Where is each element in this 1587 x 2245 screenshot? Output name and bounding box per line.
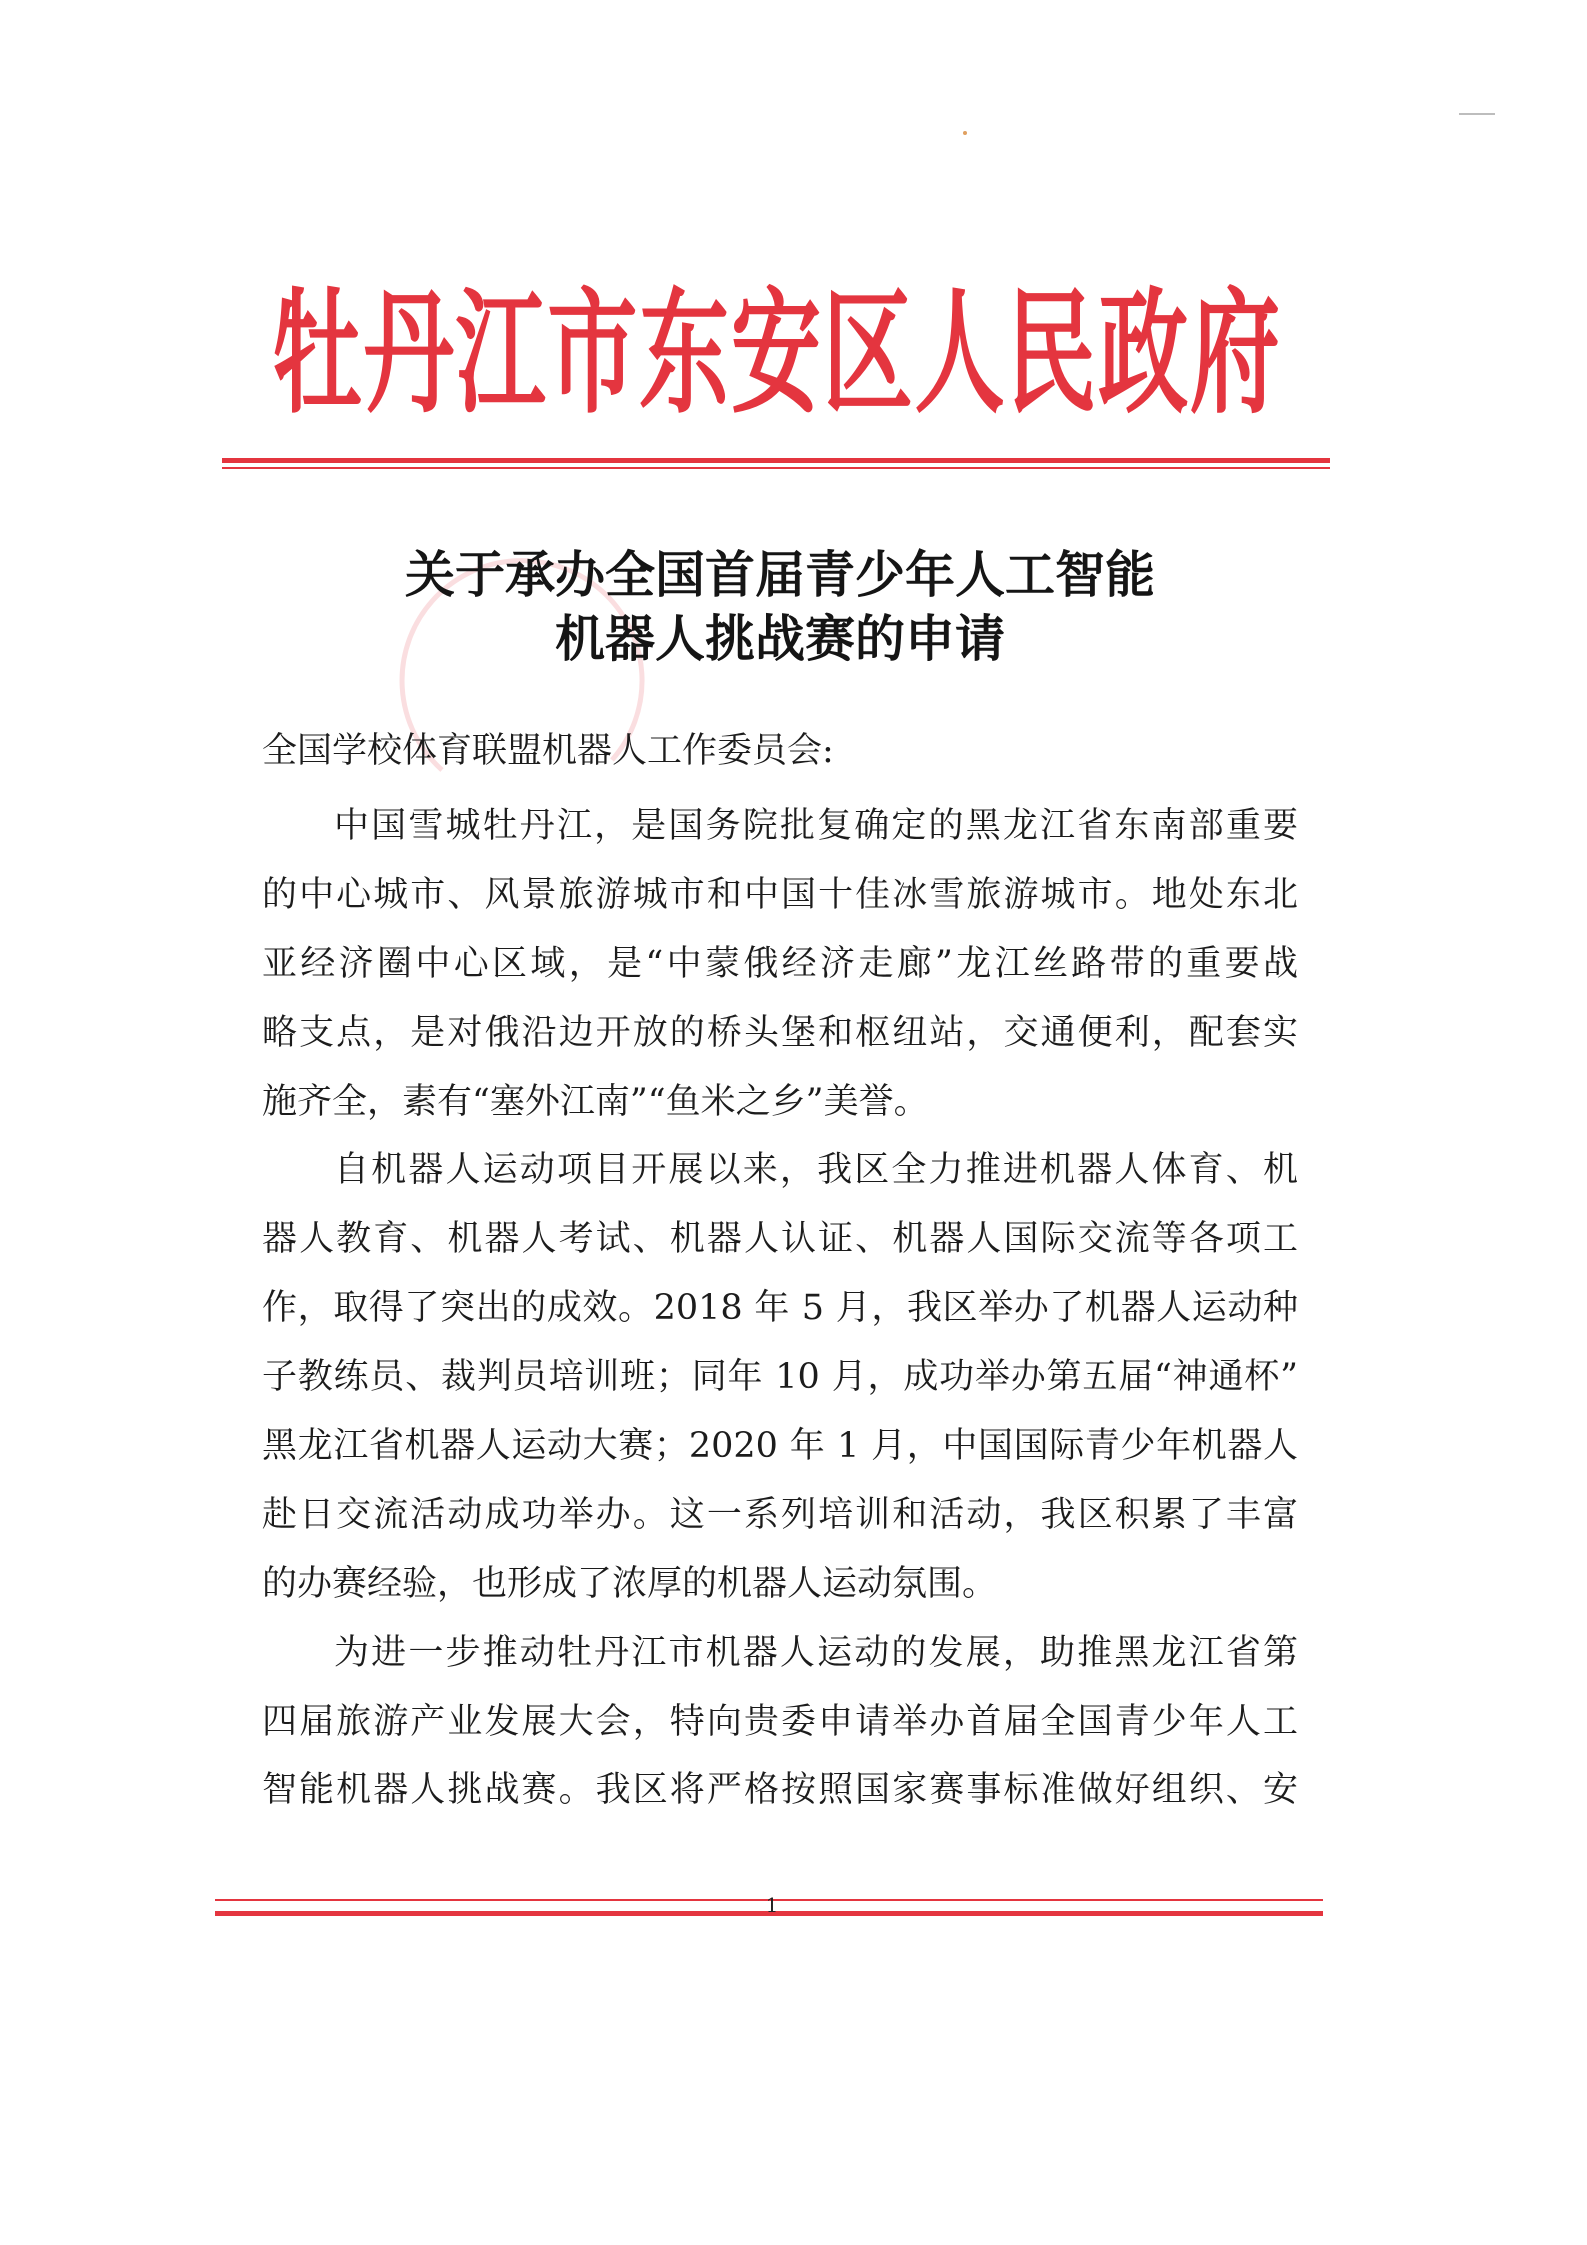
document-body: [262, 792, 1298, 1825]
body-line: 自机器人运动项目开展以来，我区全力推进机器人体育、机: [334, 1150, 1298, 1191]
paragraph-2: [262, 1136, 1298, 1618]
scan-mark: [1459, 113, 1495, 115]
body-line: 智能机器人挑战赛。我区将严格按照国家赛事标准做好组织、安: [262, 1770, 1298, 1811]
letterhead-rule-thin: [222, 467, 1330, 469]
letterhead-issuer: 牡丹江市东安区人民政府: [272, 274, 1280, 433]
body-line: 作，取得了突出的成效。2018 年 5 月，我区举办了机器人运动种: [262, 1288, 1298, 1329]
body-line: 子教练员、裁判员培训班；同年 10 月，成功举办第五届“神通杯”: [262, 1357, 1298, 1398]
body-line: 的办赛经验，也形成了浓厚的机器人运动氛围。: [262, 1563, 998, 1604]
body-line: 赴日交流活动成功举办。这一系列培训和活动，我区积累了丰富: [262, 1494, 1298, 1535]
document-title-line-1: 关于承办全国首届青少年人工智能: [405, 545, 1155, 604]
document-title-line-2: 机器人挑战赛的申请: [555, 609, 1005, 668]
body-line: 略支点，是对俄沿边开放的桥头堡和枢纽站，交通便利，配套实: [262, 1012, 1298, 1053]
paragraph-3: [262, 1619, 1298, 1826]
salutation: 全国学校体育联盟机器人工作委员会:: [262, 731, 834, 771]
body-line: 黑龙江省机器人运动大赛；2020 年 1 月，中国国际青少年机器人: [262, 1426, 1298, 1467]
body-line: 为进一步推动牡丹江市机器人运动的发展，助推黑龙江省第: [334, 1632, 1298, 1673]
letterhead-rule-thick: [222, 458, 1330, 463]
body-line: 亚经济圈中心区域，是“中蒙俄经济走廊”龙江丝路带的重要战: [262, 943, 1298, 984]
page-number: 1: [765, 1893, 779, 1917]
body-line: 四届旅游产业发展大会，特向贵委申请举办首届全国青少年人工: [262, 1701, 1298, 1742]
body-line: 中国雪城牡丹江，是国务院批复确定的黑龙江省东南部重要: [334, 806, 1298, 846]
paragraph-1: [262, 792, 1298, 1136]
body-line: 的中心城市、风景旅游城市和中国十佳冰雪旅游城市。地处东北: [262, 874, 1298, 915]
scan-speck: [963, 131, 967, 135]
body-line: 器人教育、机器人考试、机器人认证、机器人国际交流等各项工: [262, 1219, 1298, 1260]
body-line: 施齐全，素有“塞外江南”“鱼米之乡”美誉。: [262, 1081, 929, 1122]
